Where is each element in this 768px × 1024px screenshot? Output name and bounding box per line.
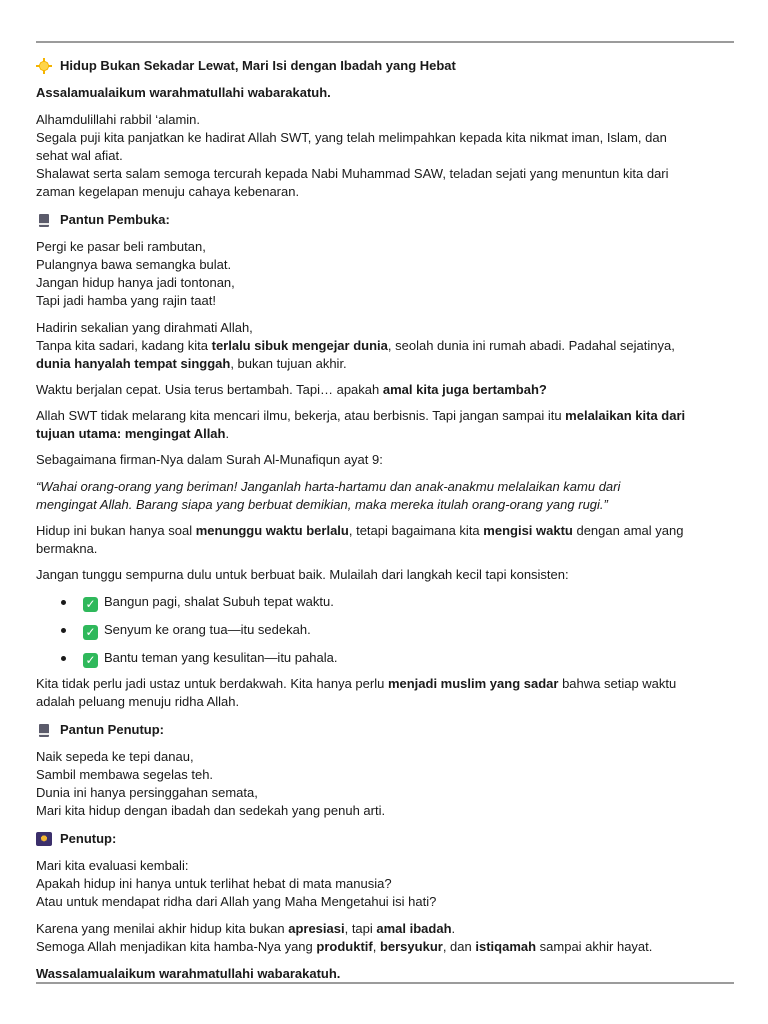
paragraph-dunia bbox=[36, 319, 734, 373]
pantun-line: Mari kita hidup dengan ibadah dan sedekah yang penuh arti. bbox=[36, 803, 386, 818]
emphasis: dunia hanyalah tempat singgah bbox=[36, 356, 231, 371]
paragraph-dakwah bbox=[36, 675, 734, 711]
text-line bbox=[36, 675, 734, 693]
text-line bbox=[36, 425, 734, 443]
pantun-pembuka bbox=[36, 238, 734, 310]
list-item-text: Bantu teman yang kesulitan—itu pahala. bbox=[104, 650, 338, 665]
text-run: , seolah dunia ini rumah abadi. Padahal sejatinya, bbox=[387, 338, 675, 353]
text-line bbox=[36, 407, 734, 425]
text-run: , tapi bbox=[344, 921, 377, 936]
emphasis: bersyukur bbox=[379, 939, 443, 954]
text-line bbox=[36, 337, 734, 355]
paragraph-firman: Sebagaimana firman-Nya dalam Surah Al-Munafiqun ayat 9: bbox=[36, 452, 383, 467]
text-run: Tanpa kita sadari, kadang kita bbox=[36, 338, 212, 353]
check-mark-icon: ✓ bbox=[83, 597, 98, 612]
text-run: . bbox=[451, 921, 456, 936]
title-text: Hidup Bukan Sekadar Lewat, Mari Isi dengan Ibadah yang Hebat bbox=[60, 58, 456, 73]
text-run: dengan amal yang bbox=[572, 523, 684, 538]
text-run: , bukan tujuan akhir. bbox=[230, 356, 347, 371]
text-run: Allah SWT tidak melarang kita mencari ilmu, bekerja, atau berbisnis. Tapi jangan sampai itu bbox=[36, 408, 566, 423]
paragraph-jangan-tunggu: Jangan tunggu sempurna dulu untuk berbuat baik. Mulailah dari langkah kecil tapi konsisten: bbox=[36, 567, 569, 582]
pantun-line: Jangan hidup hanya jadi tontonan, bbox=[36, 275, 235, 290]
emphasis: melalaikan kita dari bbox=[565, 408, 686, 423]
text-line bbox=[36, 938, 734, 956]
heading-text: Penutup: bbox=[60, 831, 117, 846]
paragraph-hidup bbox=[36, 522, 734, 558]
list-item-text: Senyum ke orang tua—itu sedekah. bbox=[104, 622, 311, 637]
text-line: bermakna. bbox=[36, 541, 98, 556]
text-line: Hadirin sekalian yang dirahmati Allah, bbox=[36, 320, 253, 335]
text-run: bahwa setiap waktu bbox=[558, 676, 677, 691]
text-run: , dan bbox=[442, 939, 476, 954]
text-run: , bbox=[372, 939, 380, 954]
pantun-pembuka-heading bbox=[36, 211, 734, 229]
intro-line: sehat wal afiat. bbox=[36, 148, 123, 163]
emphasis: menjadi muslim yang sadar bbox=[387, 676, 559, 691]
intro-paragraph bbox=[36, 111, 734, 201]
emphasis: istiqamah bbox=[475, 939, 537, 954]
quran-quote bbox=[36, 478, 734, 514]
emphasis: menunggu waktu berlalu bbox=[195, 523, 349, 538]
text-line: Mari kita evaluasi kembali: bbox=[36, 858, 189, 873]
pantun-line: Pergi ke pasar beli rambutan, bbox=[36, 239, 206, 254]
text-line: adalah peluang menuju ridha Allah. bbox=[36, 694, 240, 709]
check-mark-icon: ✓ bbox=[83, 625, 98, 640]
checklist bbox=[36, 593, 734, 667]
emphasis: amal ibadah bbox=[376, 921, 452, 936]
intro-line: Segala puji kita panjatkan ke hadirat Allah SWT, yang telah melimpahkan kepada kita nikmat iman, Islam, dan bbox=[36, 130, 667, 145]
list-item bbox=[36, 621, 734, 639]
quote-line: “Wahai orang-orang yang beriman! Janganlah harta-hartamu dan anak-anakmu melalaikan kamu dari bbox=[36, 479, 621, 494]
text-run: Kita tidak perlu jadi ustaz untuk berdakwah. Kita hanya perlu bbox=[36, 676, 388, 691]
book-icon bbox=[39, 214, 49, 227]
text-line bbox=[36, 522, 734, 540]
mosque-icon bbox=[36, 832, 52, 846]
list-item bbox=[36, 649, 734, 667]
text-run: Waktu berjalan cepat. Usia terus bertambah. Tapi… apakah bbox=[36, 382, 383, 397]
bottom-divider bbox=[36, 982, 734, 984]
pantun-penutup-heading bbox=[36, 721, 734, 739]
document-title bbox=[36, 57, 734, 75]
intro-line: Shalawat serta salam semoga tercurah kepada Nabi Muhammad SAW, teladan sejati yang menuntun kita dari bbox=[36, 166, 669, 181]
list-item bbox=[36, 593, 734, 611]
emphasis: mengisi waktu bbox=[483, 523, 573, 538]
text-line bbox=[36, 920, 734, 938]
penutup-paragraph bbox=[36, 857, 734, 911]
pantun-line: Tapi jadi hamba yang rajin taat! bbox=[36, 293, 216, 308]
text-line bbox=[36, 355, 734, 373]
intro-line: Alhamdulillahi rabbil ‘alamin. bbox=[36, 112, 201, 127]
book-icon bbox=[39, 724, 49, 737]
paragraph-waktu bbox=[36, 381, 734, 399]
text-run: sampai akhir hayat. bbox=[536, 939, 653, 954]
paragraph-amal bbox=[36, 920, 734, 956]
intro-line: zaman kegelapan menuju cahaya kebenaran. bbox=[36, 184, 300, 199]
quote-line: mengingat Allah. Barang siapa yang berbuat demikian, maka mereka itulah orang-orang yang rugi.” bbox=[36, 497, 608, 512]
greeting: Assalamualaikum warahmatullahi wabarakatuh. bbox=[36, 85, 331, 100]
text-run: , tetapi bagaimana kita bbox=[348, 523, 484, 538]
text-line: Atau untuk mendapat ridha dari Allah yang Maha Mengetahui isi hati? bbox=[36, 894, 437, 909]
pantun-line: Naik sepeda ke tepi danau, bbox=[36, 749, 194, 764]
heading-text: Pantun Penutup: bbox=[60, 722, 164, 737]
emphasis: produktif bbox=[316, 939, 373, 954]
emphasis: terlalu sibuk mengejar dunia bbox=[211, 338, 388, 353]
closing-salam: Wassalamualaikum warahmatullahi wabarakatuh. bbox=[36, 966, 341, 981]
heading-text: Pantun Pembuka: bbox=[60, 212, 170, 227]
document-body bbox=[36, 57, 734, 983]
paragraph-ilmu bbox=[36, 407, 734, 443]
text-run: Semoga Allah menjadikan kita hamba-Nya yang bbox=[36, 939, 317, 954]
emphasis: amal kita juga bertambah? bbox=[382, 382, 547, 397]
text-run: Hidup ini bukan hanya soal bbox=[36, 523, 196, 538]
top-divider bbox=[36, 41, 734, 43]
penutup-heading bbox=[36, 830, 734, 848]
pantun-line: Pulangnya bawa semangka bulat. bbox=[36, 257, 232, 272]
sun-icon bbox=[36, 58, 52, 74]
list-item-text: Bangun pagi, shalat Subuh tepat waktu. bbox=[104, 594, 334, 609]
text-run: . bbox=[225, 426, 230, 441]
pantun-penutup bbox=[36, 748, 734, 820]
check-mark-icon: ✓ bbox=[83, 653, 98, 668]
pantun-line: Sambil membawa segelas teh. bbox=[36, 767, 214, 782]
emphasis: apresiasi bbox=[288, 921, 345, 936]
pantun-line: Dunia ini hanya persinggahan semata, bbox=[36, 785, 258, 800]
text-run: Karena yang menilai akhir hidup kita bukan bbox=[36, 921, 289, 936]
emphasis: tujuan utama: mengingat Allah bbox=[36, 426, 226, 441]
text-line: Apakah hidup ini hanya untuk terlihat hebat di mata manusia? bbox=[36, 876, 392, 891]
